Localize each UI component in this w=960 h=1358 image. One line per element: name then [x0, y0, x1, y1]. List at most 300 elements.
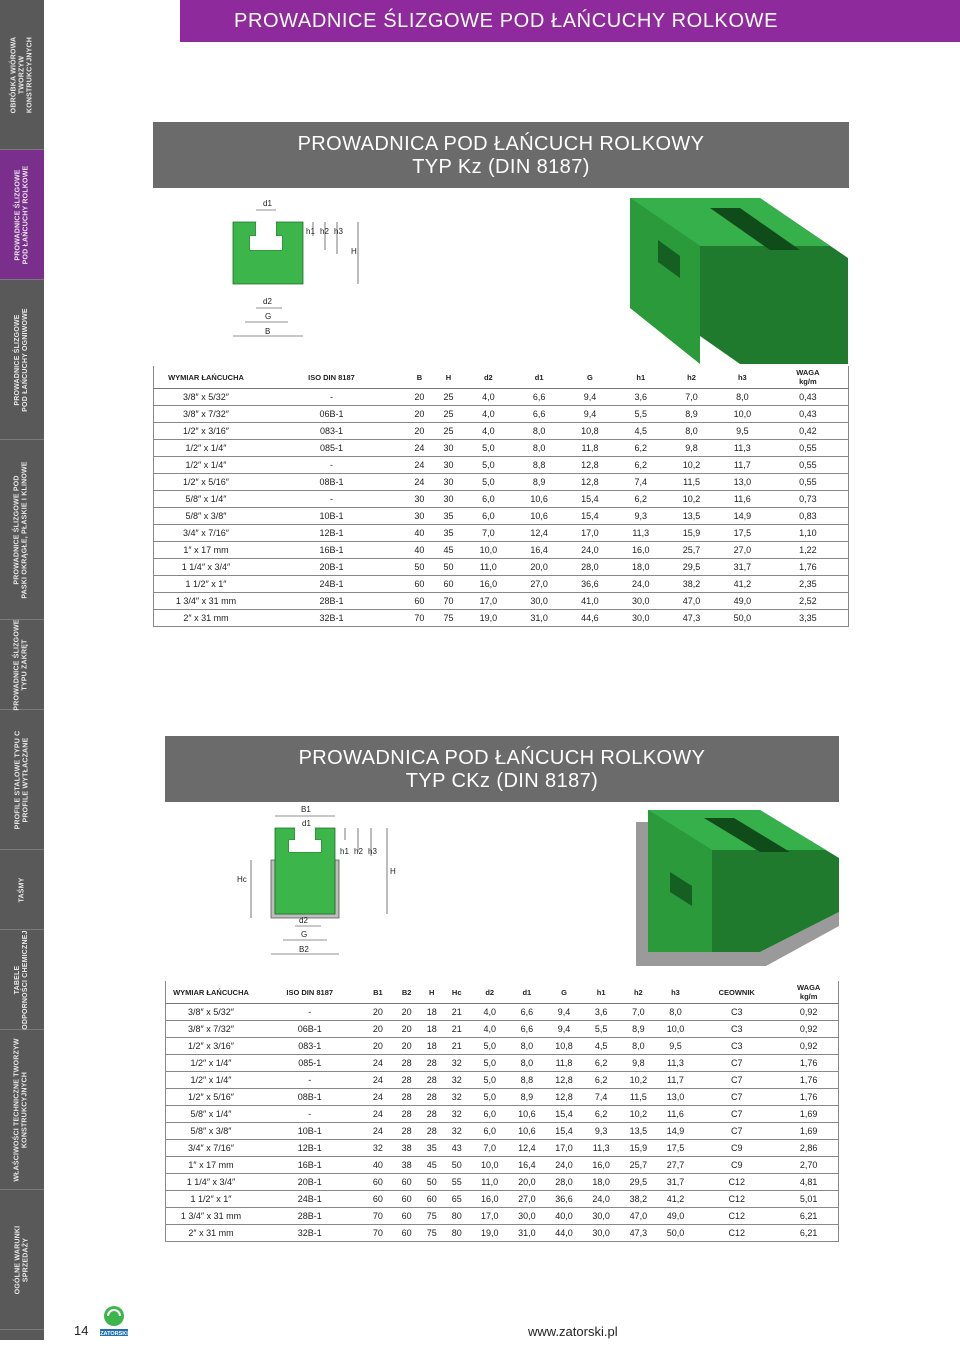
table-cell: 9,4 — [545, 1021, 582, 1038]
table-cell: 1/2″ x 3/16″ — [166, 1038, 257, 1055]
table-cell: 40 — [405, 525, 434, 542]
table-cell: 1,76 — [779, 1072, 838, 1089]
table-cell: 65 — [442, 1191, 471, 1208]
table-cell: 7,0 — [471, 1140, 508, 1157]
table-cell: 4,0 — [463, 389, 514, 406]
table-cell: 60 — [392, 1225, 421, 1242]
sidebar-item-3[interactable] — [0, 440, 44, 620]
table-row — [166, 1123, 839, 1140]
sidebar-item-0[interactable] — [0, 0, 44, 150]
table-cell: 32 — [442, 1089, 471, 1106]
table-cell: 8,9 — [508, 1089, 545, 1106]
table-cell: 30,0 — [615, 593, 666, 610]
section1-title-box — [153, 122, 849, 188]
table-cell: 55 — [442, 1174, 471, 1191]
table-cell: 1 3/4″ x 31 mm — [154, 593, 259, 610]
sidebar-item-4[interactable] — [0, 620, 44, 710]
company-logo — [100, 1304, 128, 1338]
table-cell: 085-1 — [256, 1055, 363, 1072]
table-cell: 24,0 — [615, 576, 666, 593]
column-header: WYMIAR ŁAŃCUCHA — [154, 366, 259, 389]
table-cell: 50 — [442, 1157, 471, 1174]
table-cell: 24,0 — [565, 542, 616, 559]
table-cell: 0,55 — [768, 474, 849, 491]
table-cell: 10B-1 — [256, 1123, 363, 1140]
dim-label-H-ckz: H — [390, 867, 396, 876]
table-cell: C3 — [694, 1038, 779, 1055]
table-row — [166, 1055, 839, 1072]
sidebar-item-2[interactable] — [0, 280, 44, 440]
table-cell: 15,4 — [545, 1106, 582, 1123]
table-cell: 11,3 — [615, 525, 666, 542]
table-cell: 083-1 — [256, 1038, 363, 1055]
table-cell: 3/4″ x 7/16″ — [154, 525, 259, 542]
table-cell: 30 — [405, 491, 434, 508]
table-cell: 70 — [363, 1208, 392, 1225]
table-cell: 32B-1 — [258, 610, 405, 627]
table-cell: 18 — [421, 1038, 442, 1055]
table-cell: 18,0 — [583, 1174, 620, 1191]
table-cell: 6,21 — [779, 1225, 838, 1242]
table-cell: 5/8″ x 3/8″ — [154, 508, 259, 525]
dim-label-B: B — [265, 327, 271, 336]
table-cell: 2,35 — [768, 576, 849, 593]
table-cell: 47,0 — [620, 1208, 657, 1225]
table-cell: 8,0 — [657, 1004, 694, 1021]
table-cell: 20,0 — [508, 1174, 545, 1191]
table-cell: 21 — [442, 1021, 471, 1038]
table-cell: 60 — [421, 1191, 442, 1208]
table-cell: 0,83 — [768, 508, 849, 525]
column-header: G — [545, 981, 582, 1004]
table-cell: 28,0 — [565, 559, 616, 576]
table-cell: 4,0 — [463, 423, 514, 440]
table-cell: 5/8″ x 1/4″ — [166, 1106, 257, 1123]
table-cell: 24 — [405, 474, 434, 491]
table-cell: 9,4 — [565, 406, 616, 423]
table-cell: 1,10 — [768, 525, 849, 542]
table-cell: 20 — [392, 1038, 421, 1055]
table-cell: 3,6 — [583, 1004, 620, 1021]
dim-label-B1: B1 — [301, 805, 311, 814]
table-cell: 20 — [363, 1038, 392, 1055]
table-cell: 083-1 — [258, 423, 405, 440]
table-cell: 24B-1 — [258, 576, 405, 593]
table-cell: 36,6 — [565, 576, 616, 593]
table-cell: 0,55 — [768, 440, 849, 457]
table-cell: 28 — [392, 1089, 421, 1106]
table-cell: 20 — [405, 423, 434, 440]
table-cell: C12 — [694, 1174, 779, 1191]
column-header: WAGA kg/m — [779, 981, 838, 1004]
table-cell: 60 — [363, 1174, 392, 1191]
table-cell: 19,0 — [471, 1225, 508, 1242]
table-cell: C7 — [694, 1072, 779, 1089]
table-cell: 24B-1 — [256, 1191, 363, 1208]
table-cell: 11,6 — [717, 491, 768, 508]
table-cell: 0,43 — [768, 389, 849, 406]
table-cell: 49,0 — [717, 593, 768, 610]
table-cell: 11,0 — [463, 559, 514, 576]
table-cell: 4,0 — [471, 1004, 508, 1021]
table-cell: 10,6 — [514, 491, 565, 508]
sidebar-item-6[interactable] — [0, 850, 44, 930]
table-header-row — [154, 366, 849, 389]
column-header: G — [565, 366, 616, 389]
table-cell: 11,7 — [657, 1072, 694, 1089]
column-header: H — [421, 981, 442, 1004]
table-cell: 38,2 — [666, 576, 717, 593]
table-cell: 20 — [363, 1004, 392, 1021]
table-row — [166, 1191, 839, 1208]
table-cell: 15,9 — [666, 525, 717, 542]
table-cell: 16B-1 — [256, 1157, 363, 1174]
table-cell: 10,0 — [657, 1021, 694, 1038]
table-cell: 8,8 — [508, 1072, 545, 1089]
dim-label-h3: h3 — [334, 227, 343, 236]
table-cell: 47,3 — [620, 1225, 657, 1242]
column-header: h2 — [620, 981, 657, 1004]
table-cell: 70 — [363, 1225, 392, 1242]
table-cell: 11,8 — [545, 1055, 582, 1072]
table-cell: 20,0 — [514, 559, 565, 576]
table-cell: - — [256, 1004, 363, 1021]
section2-title-box — [165, 736, 839, 802]
table-cell: 11,3 — [583, 1140, 620, 1157]
table-cell: C3 — [694, 1021, 779, 1038]
table-cell: 15,4 — [545, 1123, 582, 1140]
table-cell: 44,6 — [565, 610, 616, 627]
table-cell: 7,4 — [615, 474, 666, 491]
table-cell: 6,6 — [514, 406, 565, 423]
table-cell: 8,9 — [666, 406, 717, 423]
table-cell: 10,6 — [508, 1123, 545, 1140]
table-cell: 8,0 — [620, 1038, 657, 1055]
table-cell: 13,5 — [620, 1123, 657, 1140]
table-cell: 12,8 — [565, 474, 616, 491]
dim-label-h1-ckz: h1 — [340, 847, 349, 856]
table-cell: C9 — [694, 1140, 779, 1157]
table-cell: 6,2 — [583, 1072, 620, 1089]
table-cell: 24 — [363, 1123, 392, 1140]
table-cell: 9,4 — [565, 389, 616, 406]
column-header: CEOWNIK — [694, 981, 779, 1004]
table-cell: 36,6 — [545, 1191, 582, 1208]
table-cell: 3/4″ x 7/16″ — [166, 1140, 257, 1157]
sidebar-item-7[interactable] — [0, 930, 44, 1030]
table-row — [166, 1174, 839, 1191]
table-cell: 13,0 — [717, 474, 768, 491]
column-header: h3 — [657, 981, 694, 1004]
section1-profile-render — [600, 188, 848, 364]
table-cell: 10,0 — [463, 542, 514, 559]
table-cell: 1″ x 17 mm — [154, 542, 259, 559]
table-cell: 8,0 — [717, 389, 768, 406]
website-link[interactable]: www.zatorski.pl — [528, 1324, 618, 1339]
column-header: d1 — [508, 981, 545, 1004]
table-cell: 30 — [405, 508, 434, 525]
table-cell: 27,7 — [657, 1157, 694, 1174]
table-cell: 41,2 — [717, 576, 768, 593]
table-cell: 35 — [434, 508, 463, 525]
table-cell: C7 — [694, 1106, 779, 1123]
column-header: Hc — [442, 981, 471, 1004]
table-cell: 8,8 — [514, 457, 565, 474]
section2-profile-diagram — [165, 802, 565, 977]
table-cell: 60 — [405, 576, 434, 593]
table-cell: 35 — [421, 1140, 442, 1157]
table-cell: 1/2″ x 5/16″ — [166, 1089, 257, 1106]
table-cell: 10,8 — [565, 423, 616, 440]
table-cell: 8,9 — [620, 1021, 657, 1038]
table-cell: 9,4 — [545, 1004, 582, 1021]
table-cell: - — [258, 457, 405, 474]
sidebar-item-label: OBRÓBKA WIÓROWA TWORZYW KONSTRUKCYJNYCH — [10, 36, 33, 113]
header-bar — [180, 0, 960, 42]
table-cell: 60 — [363, 1191, 392, 1208]
table-cell: 5,5 — [615, 406, 666, 423]
table-cell: 10,2 — [620, 1106, 657, 1123]
table-cell: 32 — [442, 1072, 471, 1089]
table-cell: 15,9 — [620, 1140, 657, 1157]
column-header: h3 — [717, 366, 768, 389]
table-cell: 6,0 — [463, 491, 514, 508]
table-cell: C3 — [694, 1004, 779, 1021]
table-cell: 32 — [363, 1140, 392, 1157]
sidebar-item-5[interactable] — [0, 710, 44, 850]
table-cell: 24 — [405, 457, 434, 474]
table-cell: 32 — [442, 1055, 471, 1072]
table-row — [154, 491, 849, 508]
sidebar-item-label: WŁAŚCIWOŚCI TECHNICZNE TWORZYW KONSTRUKCYJNYCH — [14, 1037, 30, 1182]
table-cell: 25 — [434, 389, 463, 406]
table-cell: 1 1/2″ x 1″ — [166, 1191, 257, 1208]
table-cell: 35 — [434, 525, 463, 542]
table-cell: 30 — [434, 457, 463, 474]
column-header: h1 — [583, 981, 620, 1004]
sidebar-item-9[interactable] — [0, 1190, 44, 1330]
table-cell: 24 — [363, 1089, 392, 1106]
table-row — [154, 525, 849, 542]
table-cell: 17,5 — [717, 525, 768, 542]
table-cell: 30,0 — [514, 593, 565, 610]
table-cell: 20B-1 — [256, 1174, 363, 1191]
table-row — [166, 1208, 839, 1225]
sidebar-item-label: PROWADNICE ŚLIZGOWE POD ŁAŃCUCHY ROLKOWE — [14, 165, 30, 264]
table-cell: 9,3 — [615, 508, 666, 525]
table-cell: 30,0 — [508, 1208, 545, 1225]
table-cell: 18 — [421, 1004, 442, 1021]
table-cell: 7,0 — [666, 389, 717, 406]
table-cell: C7 — [694, 1055, 779, 1072]
table-cell: 5,0 — [463, 474, 514, 491]
dim-label-d1-ckz: d1 — [302, 819, 311, 828]
table-cell: 6,21 — [779, 1208, 838, 1225]
table-cell: 28,0 — [545, 1174, 582, 1191]
table-cell: 24 — [405, 440, 434, 457]
table-cell: 8,0 — [508, 1038, 545, 1055]
table-cell: C7 — [694, 1089, 779, 1106]
table-cell: 1,69 — [779, 1106, 838, 1123]
table-cell: 12B-1 — [258, 525, 405, 542]
table-cell: 31,7 — [717, 559, 768, 576]
table-cell: 7,0 — [463, 525, 514, 542]
table-cell: 11,5 — [620, 1089, 657, 1106]
table-cell: 29,5 — [666, 559, 717, 576]
table-cell: 30,0 — [583, 1208, 620, 1225]
dim-label-h2-ckz: h2 — [354, 847, 363, 856]
table-cell: 4,81 — [779, 1174, 838, 1191]
table-cell: 8,0 — [508, 1055, 545, 1072]
column-header: ISO DIN 8187 — [258, 366, 405, 389]
table-cell: 1,22 — [768, 542, 849, 559]
table-cell: 27,0 — [514, 576, 565, 593]
table-cell: 5,0 — [471, 1089, 508, 1106]
table-cell: 28 — [421, 1089, 442, 1106]
table-cell: 1,76 — [768, 559, 849, 576]
table-cell: C7 — [694, 1123, 779, 1140]
table-cell: 60 — [392, 1191, 421, 1208]
column-header: d1 — [514, 366, 565, 389]
table-cell: C12 — [694, 1225, 779, 1242]
table-cell: 0,43 — [768, 406, 849, 423]
table-cell: 12,4 — [514, 525, 565, 542]
dim-label-d1: d1 — [263, 199, 272, 208]
table-cell: 15,4 — [565, 508, 616, 525]
dim-label-G: G — [265, 312, 272, 321]
table-cell: 29,5 — [620, 1174, 657, 1191]
table-cell: 17,0 — [565, 525, 616, 542]
table-cell: 6,2 — [583, 1106, 620, 1123]
table-row — [154, 610, 849, 627]
table-cell: 40,0 — [545, 1208, 582, 1225]
table-cell: 1 1/2″ x 1″ — [154, 576, 259, 593]
table-cell: 6,2 — [615, 457, 666, 474]
table-cell: 18 — [421, 1021, 442, 1038]
table-cell: - — [256, 1106, 363, 1123]
table-row — [166, 1140, 839, 1157]
section2-title-line1: PROWADNICA POD ŁAŃCUCH ROLKOWY — [298, 747, 706, 769]
sidebar-item-label: TABELE ODPORNOŚCI CHEMICZNEJ — [14, 929, 29, 1030]
section1-profile-diagram — [153, 188, 553, 358]
table-cell: 38 — [392, 1140, 421, 1157]
table-cell: 0,42 — [768, 423, 849, 440]
table-cell: 30 — [434, 474, 463, 491]
table-cell: 24,0 — [545, 1157, 582, 1174]
table-cell: 5,0 — [463, 440, 514, 457]
section1-title-line2: TYP Kz (DIN 8187) — [412, 156, 590, 178]
table-row — [166, 1089, 839, 1106]
table-cell: 10,6 — [514, 508, 565, 525]
table-cell: 11,6 — [657, 1106, 694, 1123]
table-cell: 1″ x 17 mm — [166, 1157, 257, 1174]
table-cell: 17,0 — [471, 1208, 508, 1225]
column-header: H — [434, 366, 463, 389]
table-cell: 50 — [405, 559, 434, 576]
table-cell: 6,0 — [471, 1123, 508, 1140]
section1-title-line1: PROWADNICA POD ŁAŃCUCH ROLKOWY — [297, 133, 705, 155]
table-cell: 32 — [442, 1106, 471, 1123]
table-cell: 28B-1 — [258, 593, 405, 610]
table-cell: 9,5 — [717, 423, 768, 440]
table-cell: 60 — [405, 593, 434, 610]
table-cell: 32 — [442, 1123, 471, 1140]
table-cell: 50,0 — [717, 610, 768, 627]
table-cell: 7,4 — [583, 1089, 620, 1106]
table-row — [166, 1072, 839, 1089]
table-cell: 0,73 — [768, 491, 849, 508]
table-cell: - — [256, 1072, 363, 1089]
table-cell: 10,0 — [717, 406, 768, 423]
dim-label-G-ckz: G — [301, 930, 308, 939]
table-cell: 49,0 — [657, 1208, 694, 1225]
dim-label-Hc: Hc — [237, 875, 247, 884]
column-header: WYMIAR ŁAŃCUCHA — [166, 981, 257, 1004]
table-cell: 6,6 — [508, 1021, 545, 1038]
table-row — [154, 474, 849, 491]
table-cell: 30 — [434, 491, 463, 508]
table-cell: 38,2 — [620, 1191, 657, 1208]
table-cell: 20 — [363, 1021, 392, 1038]
section1-spec-table — [153, 366, 849, 627]
table-row — [154, 508, 849, 525]
table-cell: - — [258, 491, 405, 508]
table-cell: 6,2 — [615, 491, 666, 508]
table-cell: 28 — [392, 1072, 421, 1089]
table-cell: 0,55 — [768, 457, 849, 474]
sidebar-item-8[interactable] — [0, 1030, 44, 1190]
dim-label-h3-ckz: h3 — [368, 847, 377, 856]
table-row — [166, 1225, 839, 1242]
table-cell: 45 — [421, 1157, 442, 1174]
table-cell: 16,0 — [463, 576, 514, 593]
table-cell: 21 — [442, 1004, 471, 1021]
table-cell: 3/8″ x 7/32″ — [166, 1021, 257, 1038]
page-number: 14 — [74, 1323, 89, 1338]
sidebar-item-1[interactable] — [0, 150, 44, 280]
logo-text: ZATORSKI — [100, 1331, 128, 1337]
page-title: PROWADNICE ŚLIZGOWE POD ŁAŃCUCHY ROLKOWE — [234, 10, 779, 32]
table-cell: C12 — [694, 1208, 779, 1225]
table-cell: 31,0 — [508, 1225, 545, 1242]
table-cell: 17,0 — [545, 1140, 582, 1157]
table-cell: 2,86 — [779, 1140, 838, 1157]
column-header: ISO DIN 8187 — [256, 981, 363, 1004]
table-cell: 30,0 — [583, 1225, 620, 1242]
table-cell: 14,9 — [657, 1123, 694, 1140]
table-cell: 75 — [434, 610, 463, 627]
section2-spec-table — [165, 981, 839, 1242]
sidebar-item-label: TAŚMY — [17, 877, 25, 902]
table-cell: 44,0 — [545, 1225, 582, 1242]
table-cell: 24 — [363, 1055, 392, 1072]
table-cell: 11,0 — [471, 1174, 508, 1191]
table-cell: 9,8 — [620, 1055, 657, 1072]
table-cell: 5/8″ x 1/4″ — [154, 491, 259, 508]
table-cell: 10,2 — [666, 491, 717, 508]
table-cell: 085-1 — [258, 440, 405, 457]
table-row — [166, 1106, 839, 1123]
table-cell: 6,6 — [508, 1004, 545, 1021]
table-cell: 28 — [392, 1106, 421, 1123]
dim-label-h1: h1 — [306, 227, 315, 236]
table-cell: 28 — [421, 1055, 442, 1072]
table-cell: 12,4 — [508, 1140, 545, 1157]
table-cell: 1/2″ x 1/4″ — [154, 440, 259, 457]
dim-label-h2: h2 — [320, 227, 329, 236]
table-cell: 18,0 — [615, 559, 666, 576]
table-row — [154, 576, 849, 593]
